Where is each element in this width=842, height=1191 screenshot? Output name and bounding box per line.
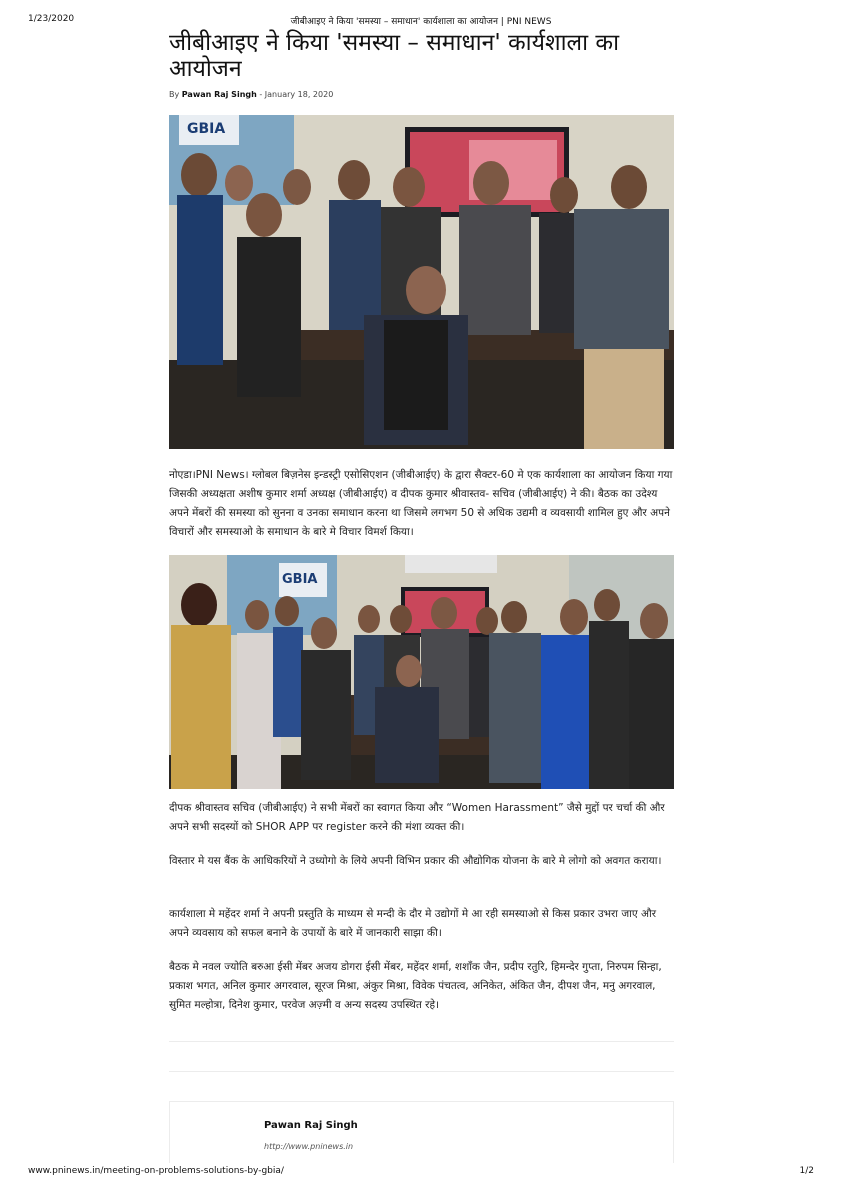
divider [169,1041,674,1042]
author-box-website[interactable]: http://www.pninews.in [264,1142,354,1151]
paragraph-3: विस्तार मे यस बैंक के आधिकरियों ने उध्योगो के लिये अपनी विभिन प्रकार की औद्योगिक योजना के बारे मे लोगो को अवगत कराया। [169,855,662,867]
article-header [169,30,674,99]
author-box [169,1101,674,1163]
gbia-banner-text: GBIA [187,121,226,137]
by-label: By [169,90,180,99]
paragraph-5: बैठक मे नवल ज्योति बरुआ ईसी मेंबर अजय डोगरा ईसी मेंबर, महेंदर शर्मा, शशाँक जैन, प्रदीप रतुरि, हिमन्देर गुप्ता, निरुपम सिन्हा, प्रकाश भगत, अनिल कुमार अगरवाल, सूरज मिश्रा, अंकुर मिश्रा, विवेक पंचतत्व, अनिकेत, अंकित जैन, दीपश जैन, मनु अगरवाल, सुमित मल्होत्रा, दिनेश कुमार, परवेज अज़्मी व अन्य सदस्य उपस्थित रहे। [169,961,662,1011]
article-title: जीबीआइए ने किया 'समस्या – समाधान' कार्यशाला का आयोजन [169,30,620,82]
gbia-banner-text-2: GBIA [282,572,318,587]
divider [169,1071,674,1072]
print-footer-url: www.pninews.in/meeting-on-problems-solutions-by-gbia/ [28,1166,284,1176]
meta-separator: - [259,90,263,99]
print-date: 1/23/2020 [28,14,75,24]
paragraph-1: नोएडा।PNI News। ग्लोबल बिज़नेस इन्डस्ट्री एसोसिएशन (जीबीआईए) के द्वारा सैक्टर-60 मे एक कार्यशाला का आयोजन किया गया जिसकी अध्यक्षता अशीष कुमार शर्मा अध्यक्ष (जीबीआईए) व दीपक कुमार श्रीवास्तव- सचिव (जीबीआईए) ने की। बैठक का उदेश्य अपने मेंबरों की समस्या को सुनना व उनका समाधान करना था जिसमे लगभग 50 से अधिक उद्यमी व व्यवसायी शामिल हुए और अपने विचारों और समस्याओ के समाधान के बारे मे विचार विमर्श किया। [169,469,673,538]
author-link[interactable]: Pawan Raj Singh [181,90,257,99]
author-box-name[interactable]: Pawan Raj Singh [264,1120,358,1131]
article-photo-2 [169,555,674,789]
print-header-title: जीबीआइए ने किया 'समस्या – समाधान' कार्यशाला का आयोजन | PNI NEWS [290,17,552,27]
print-page-number: 1/2 [799,1166,814,1176]
paragraph-2: दीपक श्रीवास्तव सचिव (जीबीआईए) ने सभी मेंबरों का स्वागत किया और “Women Harassment” जैसे मुद्दों पर चर्चा की और अपने सभी सदस्यों को SHOR APP पर register करने की मंशा व्यक्त की। [169,802,665,833]
article-date: January 18, 2020 [264,90,334,99]
article-photo-1 [169,115,674,449]
paragraph-4: कार्यशाला मे महेंदर शर्मा ने अपनी प्रस्तुति के माध्यम से मन्दी के दौर मे उद्योगों मे आ रही समस्याओ से किस प्रकार उभरा जाए और अपने व्यवसाय को सफल बनाने के उपायों के बारे में जानकारी साझा की। [169,908,657,939]
article-meta [169,90,674,99]
